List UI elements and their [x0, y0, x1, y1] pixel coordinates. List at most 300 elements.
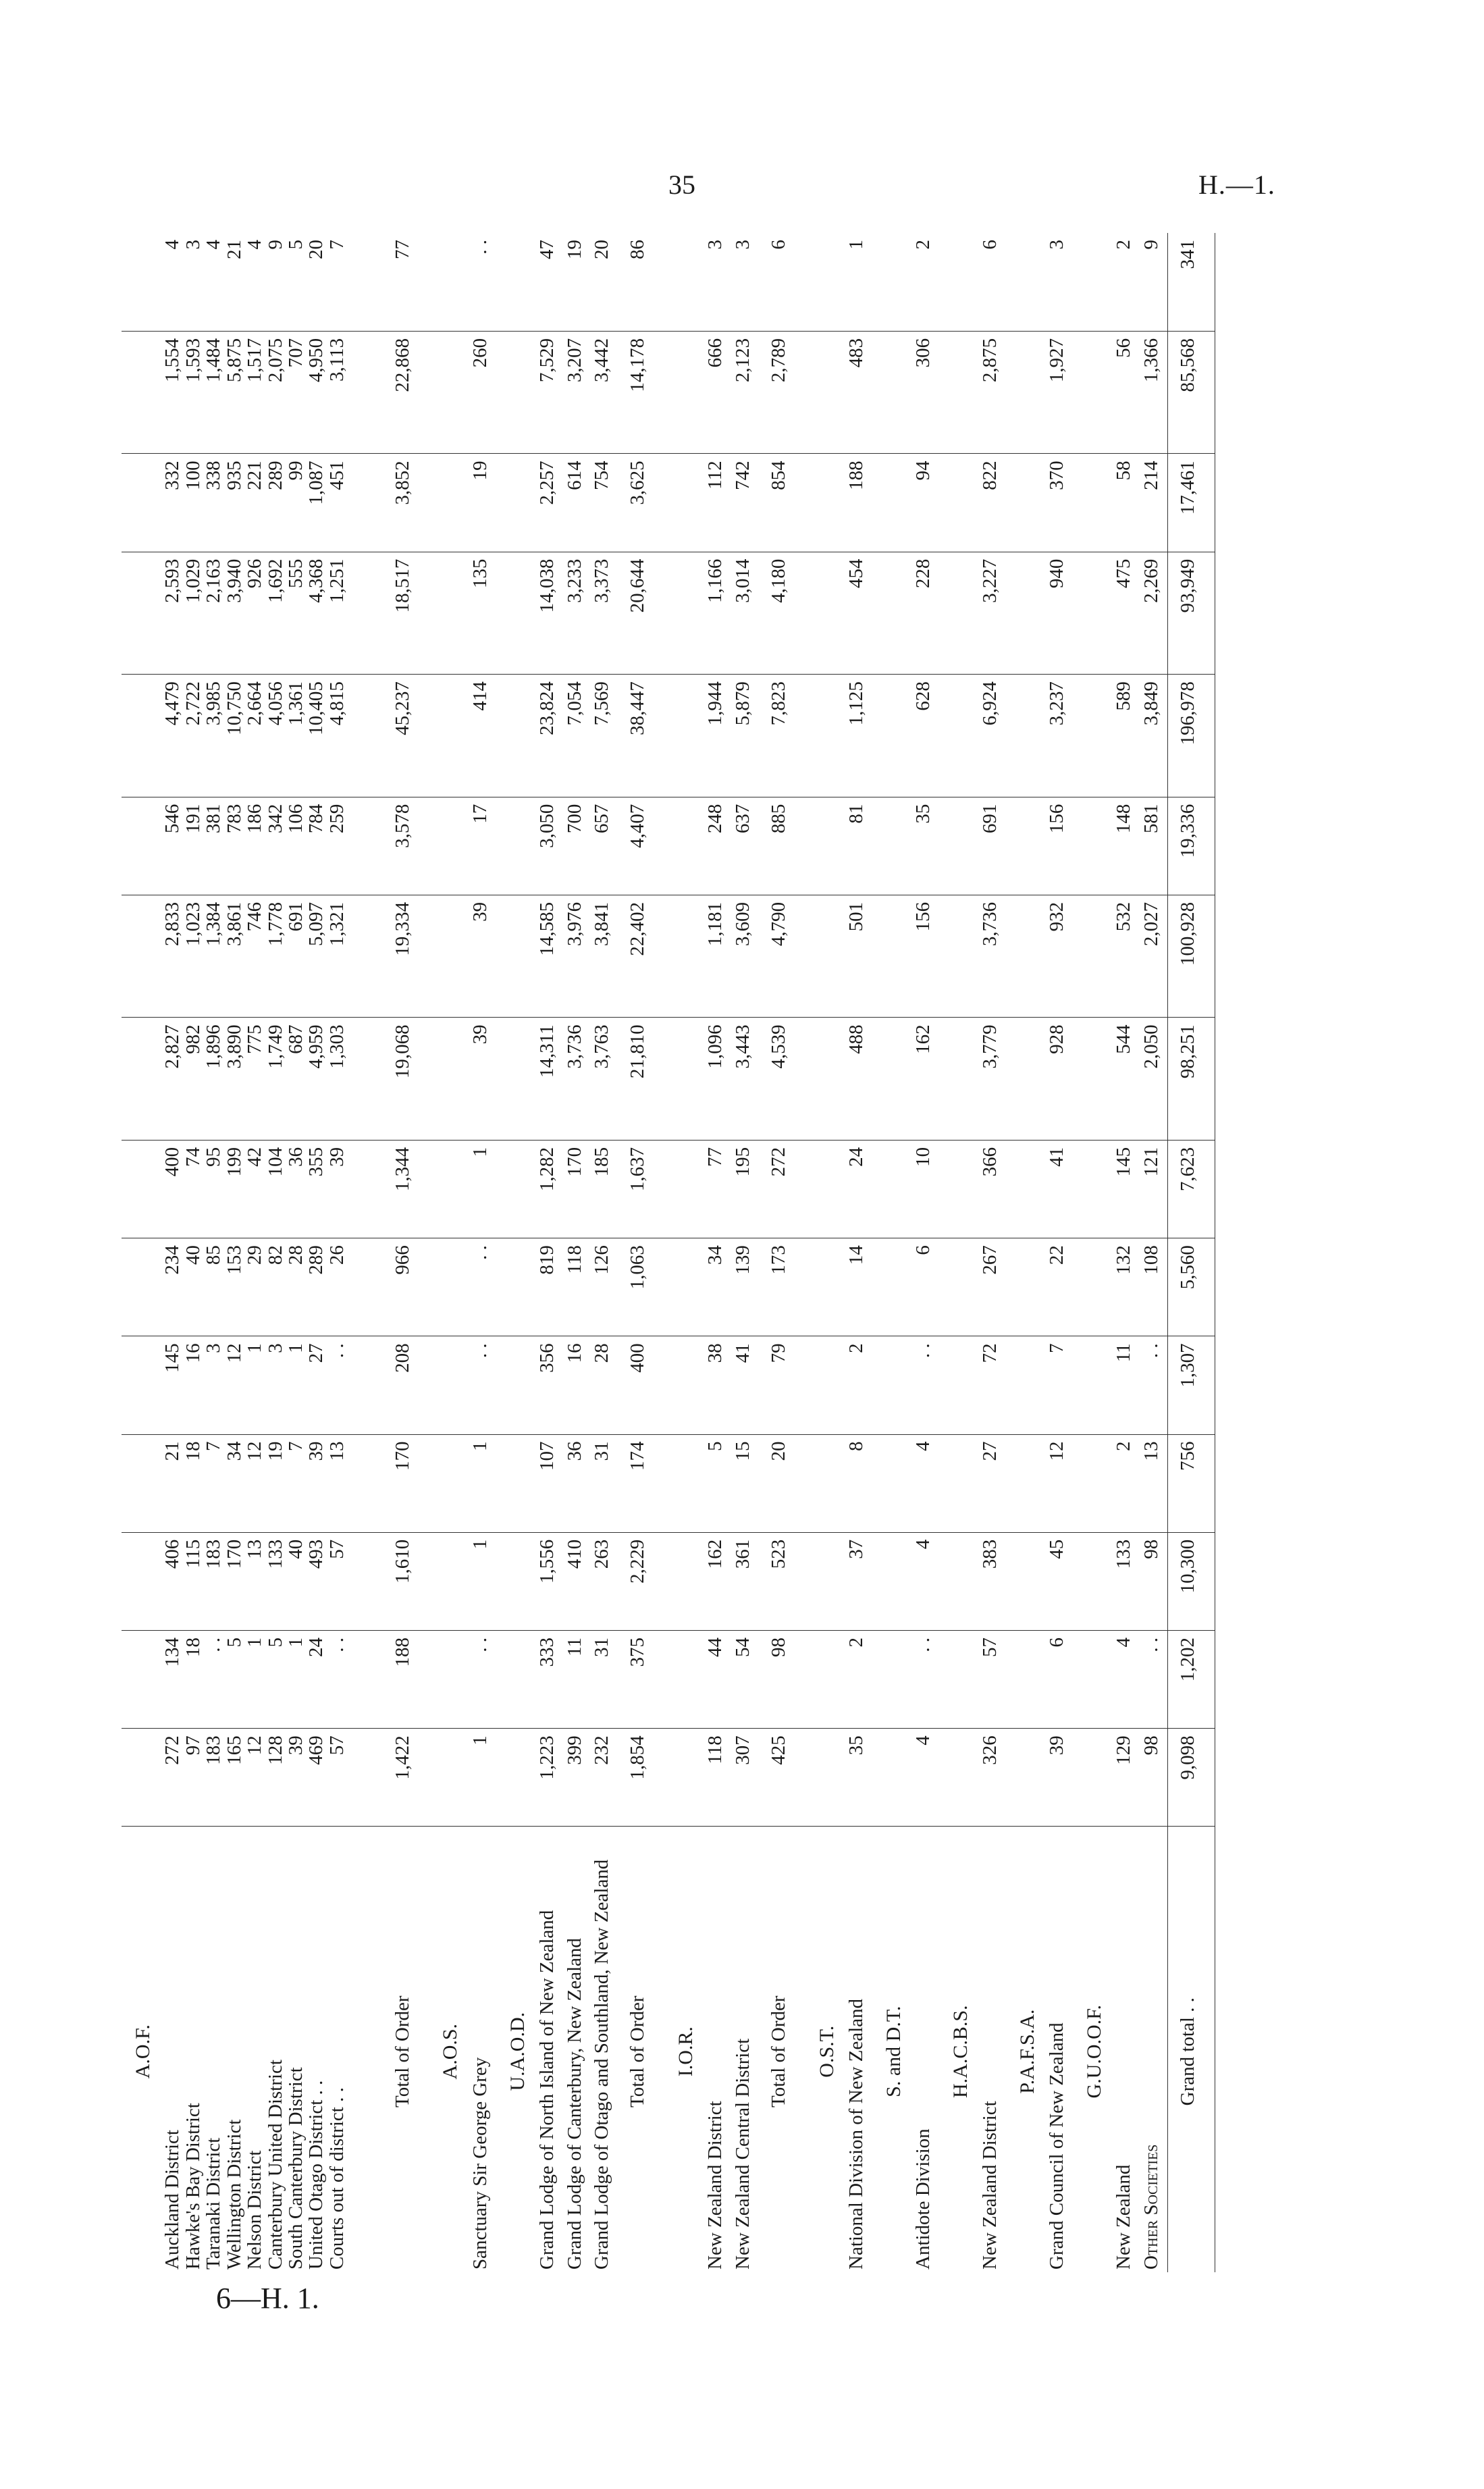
table-cell: 326 [978, 1729, 1006, 1827]
empty-cell [872, 797, 911, 895]
table-cell: 332 [161, 461, 184, 490]
table-cell: . . [1140, 1630, 1167, 1728]
table-cell: 9 [264, 240, 286, 250]
table-cell: 3,113 [325, 338, 348, 382]
table-cell: 57 [325, 1735, 348, 1756]
empty-cell [496, 1434, 535, 1532]
table-cell: 165 [223, 1735, 245, 1765]
society-heading: I.O.R. [674, 2026, 697, 2077]
table-body [122, 233, 1215, 2272]
table-cell: 1,087 [305, 461, 327, 505]
society-heading-row [872, 233, 911, 2272]
table-cell: . . [911, 1336, 939, 1434]
empty-cell [664, 233, 704, 331]
empty-cell [805, 1336, 845, 1434]
table-cell: 7 [203, 1441, 225, 1452]
table-cell: 42 [244, 1147, 266, 1167]
table-cell: 546 [161, 804, 184, 834]
empty-cell [664, 1729, 704, 1827]
empty-cell [664, 1140, 704, 1238]
table-cell: 173 [759, 1238, 805, 1336]
table-cell: 3,227 [978, 552, 1006, 675]
empty-cell [1073, 552, 1112, 675]
table-cell: 555 [285, 558, 307, 589]
table-cell: . . [325, 1343, 348, 1359]
table-cell: 183 [203, 1539, 225, 1569]
table-cell: . . [469, 1336, 496, 1434]
table-cell: 38 [704, 1336, 731, 1434]
table-cell: 17,461 [1167, 454, 1215, 552]
row-label: Grand Lodge of Canterbury, New Zealand [563, 1938, 585, 2270]
table-cell: 3 [203, 1343, 225, 1353]
table-cell: 10,300 [1167, 1532, 1215, 1630]
empty-cell [872, 895, 911, 1018]
table-cell: 10,405 [305, 681, 327, 735]
row-label: New Zealand District [979, 2101, 1001, 2270]
row-label: Total of Order [767, 1995, 789, 2107]
table-cell: 2,664 [244, 681, 266, 726]
empty-cell [429, 233, 468, 331]
table-cell: 85,568 [1167, 331, 1215, 454]
table-cell: 13 [325, 1441, 348, 1461]
table-cell: 935 [223, 461, 245, 490]
empty-cell [1006, 675, 1045, 797]
table-cell: 1,944 [704, 675, 731, 797]
table-cell: 98,251 [1167, 1018, 1215, 1141]
empty-cell [664, 1434, 704, 1532]
table-cell: 104 [264, 1147, 286, 1177]
empty-cell [1073, 797, 1112, 895]
table-cell: 4 [911, 1729, 939, 1827]
district-name: Auckland District [161, 2130, 184, 2270]
row-label: Grand Council of New Zealand [1046, 2022, 1068, 2270]
table-cell: 35 [845, 1729, 872, 1827]
table-cell: 1,896 [203, 1024, 225, 1069]
table-cell: 7,054 [563, 675, 591, 797]
table-cell: 1 [845, 233, 872, 331]
table-cell: 82 [264, 1245, 286, 1265]
table-cell: 191 [182, 804, 204, 834]
row-label: Grand total . . [1167, 1827, 1215, 2272]
table-row [563, 233, 591, 2272]
empty-cell [872, 552, 911, 675]
table-cell: 45,237 [383, 675, 429, 797]
table-cell: 4,950 [305, 338, 327, 383]
row-label: Grand Lodge of North Island of New Zealand [535, 1910, 558, 2270]
table-cell: 39 [305, 1441, 327, 1461]
empty-cell [805, 1018, 845, 1141]
table-cell: 112 [704, 454, 731, 552]
table-cell: 214 [1140, 454, 1167, 552]
table-cell: 9 [1140, 233, 1167, 331]
table-cell: 819 [535, 1238, 563, 1336]
society-heading: H.A.C.B.S. [949, 2005, 972, 2098]
table-cell: 5 [223, 1637, 245, 1648]
table-cell: 1,484 [203, 338, 225, 383]
district-name: South Canterbury District [285, 2067, 307, 2270]
table-cell: 34 [704, 1238, 731, 1336]
table-cell: 77 [383, 233, 429, 331]
table-cell: 1,610 [383, 1532, 429, 1630]
table-cell: 145 [1112, 1140, 1140, 1238]
table-cell: 3,207 [563, 331, 591, 454]
table-cell: 926 [244, 558, 266, 589]
table-cell: 1,366 [1140, 331, 1167, 454]
empty-cell [496, 552, 535, 675]
table-cell: 128 [264, 1735, 286, 1765]
table-cell: 7 [1045, 1336, 1073, 1434]
table-cell: 375 [618, 1630, 664, 1728]
table-cell: 44 [704, 1630, 731, 1728]
table-cell: 38,447 [618, 675, 664, 797]
table-cell: 28 [590, 1336, 618, 1434]
table-cell: 691 [285, 901, 307, 932]
empty-cell [1006, 1630, 1045, 1728]
total-row [759, 233, 805, 2272]
table-cell: 24 [845, 1140, 872, 1238]
table-cell: 4,815 [325, 681, 348, 726]
society-heading-row [1006, 233, 1045, 2272]
value-column [161, 331, 382, 454]
empty-cell [872, 1336, 911, 1434]
table-cell: 307 [731, 1729, 759, 1827]
table-cell: 614 [563, 454, 591, 552]
table-cell: . . [911, 1630, 939, 1728]
table-cell: 14 [845, 1238, 872, 1336]
table-cell: 355 [305, 1147, 327, 1177]
empty-cell [429, 895, 468, 1018]
table-cell: 15 [731, 1434, 759, 1532]
table-cell: 581 [1140, 797, 1167, 895]
table-cell: 94 [911, 454, 939, 552]
empty-cell [1006, 454, 1045, 552]
empty-cell [122, 1630, 161, 1728]
table-cell: . . [469, 1630, 496, 1728]
table-cell: 1,223 [535, 1729, 563, 1827]
empty-cell [429, 1630, 468, 1728]
table-cell: 77 [704, 1140, 731, 1238]
table-cell: 1,202 [1167, 1630, 1215, 1728]
empty-cell [939, 675, 978, 797]
table-cell: 410 [563, 1532, 591, 1630]
empty-cell [1006, 331, 1045, 454]
table-cell: 248 [704, 797, 731, 895]
table-cell: 74 [182, 1147, 204, 1167]
table-cell: 170 [383, 1434, 429, 1532]
table-cell: 366 [978, 1140, 1006, 1238]
empty-cell [805, 797, 845, 895]
table-cell: 3,373 [590, 552, 618, 675]
table-cell: 153 [223, 1245, 245, 1275]
empty-cell [664, 454, 704, 552]
table-cell: 3,852 [383, 454, 429, 552]
table-cell: 79 [759, 1336, 805, 1434]
table-cell: 4,407 [618, 797, 664, 895]
table-cell: 221 [244, 461, 266, 490]
empty-cell [805, 552, 845, 675]
empty-cell [805, 1532, 845, 1630]
empty-cell [664, 1630, 704, 1728]
table-cell: 20 [305, 240, 327, 259]
empty-cell [1073, 675, 1112, 797]
empty-cell [1006, 797, 1045, 895]
table-cell: 982 [182, 1024, 204, 1054]
table-cell: 3,625 [618, 454, 664, 552]
empty-cell [1006, 552, 1045, 675]
table-cell: 232 [590, 1729, 618, 1827]
table-cell: 2,123 [731, 331, 759, 454]
table-cell: 7 [325, 240, 348, 250]
table-cell: 1,361 [285, 681, 307, 726]
empty-cell [429, 454, 468, 552]
empty-cell [122, 233, 161, 331]
table-cell: 333 [535, 1630, 563, 1728]
empty-cell [429, 331, 468, 454]
table-cell: 195 [731, 1140, 759, 1238]
value-column [161, 1434, 382, 1532]
table-row [1045, 233, 1073, 2272]
empty-cell [664, 1336, 704, 1434]
table-cell: 7,823 [759, 675, 805, 797]
table-cell: 3,578 [383, 797, 429, 895]
table-cell: 95 [203, 1147, 225, 1167]
table-cell: 2,593 [161, 558, 184, 603]
table-cell: 39 [469, 1018, 496, 1141]
table-cell: 134 [161, 1637, 184, 1667]
table-cell: 21,810 [618, 1018, 664, 1141]
empty-cell [496, 331, 535, 454]
empty-cell [872, 233, 911, 331]
table-cell: 6 [911, 1238, 939, 1336]
table-cell: 1,749 [264, 1024, 286, 1069]
table-cell: 98 [1140, 1532, 1167, 1630]
table-cell: 2,875 [978, 331, 1006, 454]
row-label: Other Societies [1140, 2144, 1162, 2270]
table-row [731, 233, 759, 2272]
empty-cell [1006, 1336, 1045, 1434]
table-cell: 129 [1112, 1729, 1140, 1827]
table-cell: 6 [978, 233, 1006, 331]
empty-cell [496, 1140, 535, 1238]
table-cell: 183 [203, 1735, 225, 1765]
row-label: New Zealand District [704, 2101, 726, 2270]
table-cell: 3,736 [978, 895, 1006, 1018]
table-cell: 2,027 [1140, 895, 1167, 1018]
total-row [618, 233, 664, 2272]
empty-cell [122, 1336, 161, 1434]
table-cell: 170 [223, 1539, 245, 1569]
empty-cell [496, 1238, 535, 1336]
table-cell: 4,479 [161, 681, 184, 726]
table-cell: 532 [1112, 895, 1140, 1018]
empty-cell [1006, 1140, 1045, 1238]
total-row [383, 233, 429, 2272]
table-cell: 35 [911, 797, 939, 895]
empty-cell [939, 331, 978, 454]
table-cell: 5 [285, 240, 307, 250]
empty-cell [1073, 1018, 1112, 1141]
table-cell: 19 [469, 454, 496, 552]
table-cell: 228 [911, 552, 939, 675]
empty-cell [1006, 1532, 1045, 1630]
district-name: Canterbury United District [264, 2060, 286, 2270]
table-cell: 4,959 [305, 1024, 327, 1069]
table-cell: 1,166 [704, 552, 731, 675]
empty-cell [664, 675, 704, 797]
table-cell: 196,978 [1167, 675, 1215, 797]
table-cell: 22,402 [618, 895, 664, 1018]
table-cell: 6 [759, 233, 805, 331]
empty-cell [122, 1532, 161, 1630]
table-cell: 135 [469, 552, 496, 675]
table-row [978, 233, 1006, 2272]
table-cell: 1,384 [203, 901, 225, 947]
table-cell: 7 [285, 1441, 307, 1452]
table-row [1140, 233, 1167, 2272]
table-cell: 19,336 [1167, 797, 1215, 895]
table-cell: 475 [1112, 552, 1140, 675]
table-cell: 13 [1140, 1434, 1167, 1532]
table-row [590, 233, 618, 2272]
table-cell: 400 [161, 1147, 184, 1177]
empty-cell [664, 1532, 704, 1630]
page-number: 35 [668, 169, 695, 200]
table-cell: 9,098 [1167, 1729, 1215, 1827]
table-cell: 45 [1045, 1532, 1073, 1630]
table-row [704, 233, 731, 2272]
table-cell: 36 [563, 1434, 591, 1532]
society-heading-row [496, 233, 535, 2272]
empty-cell [939, 1140, 978, 1238]
table-cell: . . [203, 1637, 225, 1652]
table-cell: 10,750 [223, 681, 245, 735]
table-cell: 306 [911, 331, 939, 454]
table-cell: 1,778 [264, 901, 286, 947]
table-cell: 628 [911, 675, 939, 797]
table-cell: 118 [704, 1729, 731, 1827]
table-cell: 1,303 [325, 1024, 348, 1069]
table-cell: 4,368 [305, 558, 327, 603]
table-cell: 1,096 [704, 1018, 731, 1141]
table-cell: 289 [305, 1245, 327, 1275]
empty-cell [805, 675, 845, 797]
table-cell: . . [1140, 1336, 1167, 1434]
table-cell: 18 [182, 1637, 204, 1657]
table-cell: 488 [845, 1018, 872, 1141]
table-cell: 28 [285, 1245, 307, 1265]
empty-cell [429, 552, 468, 675]
table-cell: 756 [1167, 1434, 1215, 1532]
table-cell: 1,554 [161, 338, 184, 383]
table-cell: 775 [244, 1024, 266, 1054]
empty-cell [939, 1729, 978, 1827]
table-cell: 24 [305, 1637, 327, 1657]
empty-cell [805, 454, 845, 552]
table-cell: 260 [469, 331, 496, 454]
table-cell: 746 [244, 901, 266, 932]
table-cell: 10 [911, 1140, 939, 1238]
table-cell: 451 [325, 461, 348, 490]
table-cell: 21 [223, 240, 245, 259]
value-column [161, 675, 382, 797]
value-column [161, 1729, 382, 1827]
table-cell: 940 [1045, 552, 1073, 675]
table-cell: 100,928 [1167, 895, 1215, 1018]
value-column [161, 233, 382, 331]
table-cell: 383 [978, 1532, 1006, 1630]
empty-cell [122, 895, 161, 1018]
table-row [1112, 233, 1140, 2272]
empty-cell [805, 1140, 845, 1238]
table-cell: 523 [759, 1532, 805, 1630]
table-cell: 5,560 [1167, 1238, 1215, 1336]
empty-cell [939, 454, 978, 552]
table-cell: 3,443 [731, 1018, 759, 1141]
table-cell: 687 [285, 1024, 307, 1054]
table-cell: 93,949 [1167, 552, 1215, 675]
table-cell: 691 [978, 797, 1006, 895]
table-row [911, 233, 939, 2272]
table-cell: 14,038 [535, 552, 563, 675]
empty-cell [429, 675, 468, 797]
table-cell: 272 [161, 1735, 184, 1765]
table-cell: 234 [161, 1245, 184, 1275]
table-cell: 5 [704, 1434, 731, 1532]
value-column [161, 1018, 382, 1141]
table-cell: 11 [1112, 1336, 1140, 1434]
empty-cell [1073, 1336, 1112, 1434]
table-cell: 1 [244, 1343, 266, 1353]
table-cell: 356 [535, 1336, 563, 1434]
table-cell: 2,833 [161, 901, 184, 947]
table-cell: 162 [704, 1532, 731, 1630]
empty-cell [1006, 895, 1045, 1018]
table-cell: 4,539 [759, 1018, 805, 1141]
empty-cell [805, 1630, 845, 1728]
empty-cell [872, 1238, 911, 1336]
table-cell: 133 [1112, 1532, 1140, 1630]
table-cell: 1,029 [182, 558, 204, 603]
table-row [845, 233, 872, 2272]
table-cell: 1 [469, 1729, 496, 1827]
empty-cell [939, 895, 978, 1018]
table-cell: 637 [731, 797, 759, 895]
table-cell: 784 [305, 804, 327, 834]
table-cell: 3,976 [563, 895, 591, 1018]
table-cell: 26 [325, 1245, 348, 1265]
table-cell: 2,050 [1140, 1018, 1167, 1141]
empty-cell [1073, 233, 1112, 331]
table-cell: 39 [469, 895, 496, 1018]
table-cell: 12 [1045, 1434, 1073, 1532]
district-name: Nelson District [244, 2150, 266, 2270]
table-cell: 145 [161, 1343, 184, 1373]
table-cell: 19,068 [383, 1018, 429, 1141]
table-cell: 107 [535, 1434, 563, 1532]
table-cell: 1,251 [325, 558, 348, 603]
empty-cell [122, 331, 161, 454]
empty-cell [872, 1630, 911, 1728]
value-column [161, 895, 382, 1018]
table-cell: 98 [1140, 1729, 1167, 1827]
empty-cell [429, 1018, 468, 1141]
table-cell: 3 [182, 240, 204, 250]
table-cell: 37 [845, 1532, 872, 1630]
table-cell: 4 [203, 240, 225, 250]
value-column [161, 797, 382, 895]
table-cell: 2,163 [203, 558, 225, 603]
table-cell: 966 [383, 1238, 429, 1336]
